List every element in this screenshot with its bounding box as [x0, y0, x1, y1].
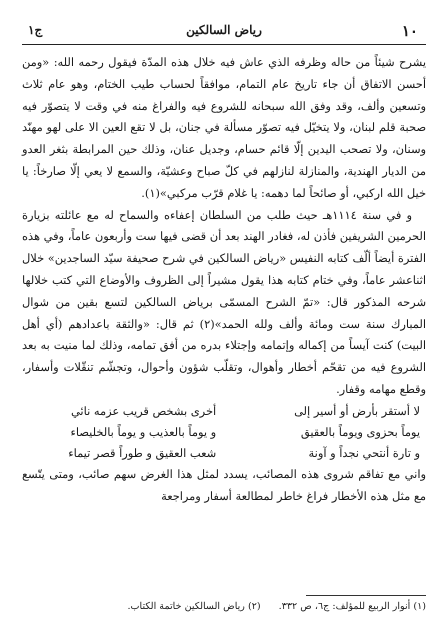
- paragraph-2: و في سنة ١١١٤هـ حيث طلب من السلطان إعفاءه والسماح له مع عائلته بزيارة الحرمين الشريفين فأذن له، فغادر الهند بعد أن قضى فيها ست وأربعون عاماً، وفي هذه الفترة أيضاً ألّف كتابه النفيس «رياض السالكين في شرح صحيفة سيّد الساجدين» خلال اثناعشر عاماً، وفي ختام كتابه هذا يقول مشيراً إلى الظروف والأوضاع التي كتب خلالها شرحه المذكور قال: «تمّ الشرح المسمّى برياض السالكين لتسع بقين من شوال المبارك سنة ست ومائة وألف ولله الحمد»(٢) ثم قال: «والثقة باعدادهم (أي أهل البيت) كنت آيساً من إكماله وإتمامه وإجتلاء بدره من أفق تمامه، وذلك لما منيت به بعد الشروع فيه من تقحّم أخطار وأهوال، وتقلّب شؤون وأحوال، وتجشّم تنقّلات وأسفار، وقطع مهامه وقفار.: [22, 207, 426, 396]
- verse-3: [28, 443, 420, 464]
- footnotes: [22, 601, 426, 612]
- running-header: [22, 20, 426, 44]
- volume-label: ج١: [28, 23, 43, 37]
- verse-2-first-hemistich: يوماً بحزوى ويوماً بالعقيق: [300, 424, 420, 439]
- page-number: ١٠: [401, 22, 418, 40]
- closing-paragraph: واني مع تفاقم شروى هذه المصائب، يسدد لمثل هذا الغرض سهم صائب، ومتى يتّسع مع مثل هذه الأخطار فراغ خاطر لمطالعة أسفار ومراجعة: [22, 466, 426, 503]
- header-rule: [22, 44, 426, 45]
- body-text: [22, 52, 426, 507]
- running-title: رياض السالكين: [186, 23, 262, 37]
- verse-2: [28, 422, 420, 443]
- verse-3-second-hemistich: شعب العقيق و طوراً قصر تيماء: [68, 445, 217, 460]
- verse-1: [28, 401, 420, 422]
- verse-3-first-hemistich: و تارة أنتحي نجداً و آونة: [308, 445, 420, 460]
- poem: [28, 401, 420, 464]
- paragraph-1: يشرح شيئاً من حاله وظرفه الذي عاش فيه خلال هذه المدّة فيقول رحمه الله: «ومن أحسن الاتفاق أن جاء تاريخ عام التمام، موافقاً لحساب طيب الختام، وهو عام ثلاث وتسعين وألف، وقد وفق الله سبحانه للشروع فيه والفراغ منه في وقت لا يتصوّر فيه صحبة قلم لبنان، ولا يتخيّل فيه تصوّر مسألة في جنان، بل لا تقع العين الا على لهو مهنّد وسنان، ولا تصحب اليدين إلّا قائم حسام، وجديل عنان، وذلك حين المرابطة بثغر العدو من الديار الهندية، والمنازلة لنازلهم في كلّ صباح وعشيّة، والسمع لا يعي إلّا صارخاً: يا خيل الله اركبي، أو صائحاً لما دهمه: يا غلام قرّب مركبي»(١).: [22, 55, 426, 200]
- verse-2-second-hemistich: و يوماً بالعذيب و يوماً بالخليصاء: [70, 424, 217, 439]
- document-page: [22, 20, 426, 625]
- verse-1-first-hemistich: لا أستقر بأرض أو أسير إلى: [294, 403, 420, 418]
- footnote-separator: [306, 595, 426, 596]
- footnote-1: (١) أنوار الربيع للمؤلف: ج٦، ص ٣٣٢.: [278, 601, 426, 612]
- footnote-2: (٢) رياض السالكين خاتمة الكتاب.: [127, 601, 261, 612]
- verse-1-second-hemistich: أخرى بشخص قريب عزمه نائي: [70, 403, 217, 418]
